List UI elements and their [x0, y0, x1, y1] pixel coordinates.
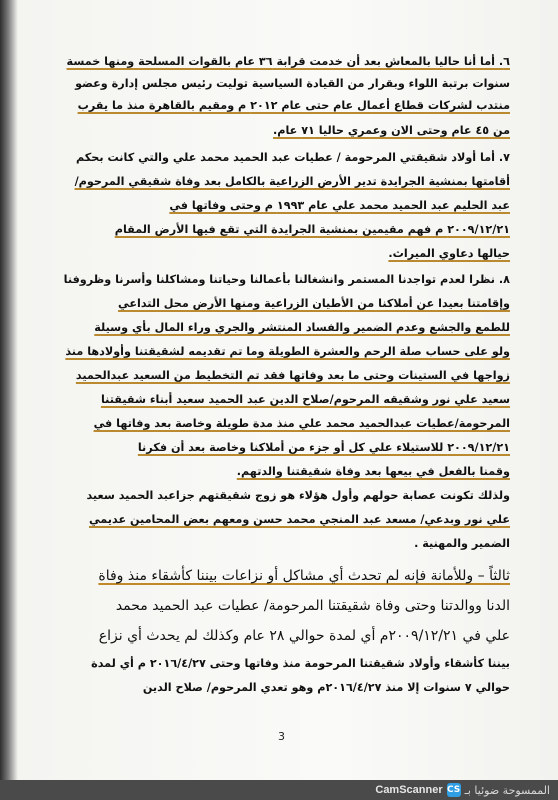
scanner-footer: [0, 780, 558, 800]
doc-line-11: وإقامتنا بعيدا عن أملاكنا من الأطيان الزراعية ومنها الأرض محل التداعي: [118, 297, 510, 310]
doc-line-18: وقمنا بالفعل في بيعها بعد وفاة شقيقتنا والدتهم.: [236, 465, 510, 478]
camscanner-stamp: [375, 782, 550, 798]
doc-line-16: المرحومة/عطيات عبدالحميد محمد علي منذ مدة طويلة وخاصة بعد وفاتها في: [93, 417, 510, 430]
doc-line-26: حوالي ٧ سنوات إلا منذ ٢٠١٦/٤/٢٧م وهو تعدي المرحوم/ صلاح الدين: [142, 681, 510, 694]
doc-line-21: الضمير والمهنية .: [414, 537, 510, 550]
doc-line-9: حيالها دعاوي الميراث.: [388, 247, 510, 260]
doc-line-20: علي نور وبدعي/ مسعد عبد المنجي محمد حسن ومعهم بعض المحامين عديمي: [88, 513, 510, 526]
doc-line-14: زواجها في الستينات وحتى ما بعد وفاتها فقد تم التخطيط من السعيد عبدالحميد: [75, 369, 510, 382]
doc-line-10: ٨. نظرا لعدم تواجدنا المستمر وانشغالنا بأعمالنا وحياتنا ومشاكلنا وأسرنا وظروفنا: [63, 273, 510, 286]
doc-line-13: ولو على حساب صلة الرحم والعشرة الطويلة وما تم تقديمه لشقيقتنا وأولادها منذ: [65, 345, 510, 358]
doc-line-23: الدنا ووالدتنا وحتى وفاة شقيقتنا المرحومة/ عطيات عبد الحميد محمد: [115, 598, 510, 614]
camscanner-app-name: CamScanner: [375, 784, 443, 796]
doc-line-22: ثالثاً – وللأمانة فإنه لم تحدث أي مشاكل أو نزاعات بيننا كأشقاء منذ وفاة: [98, 568, 510, 584]
doc-line-2: سنوات برتبة اللواء وبقرار من القيادة السياسية توليت رئيس مجلس إدارة وعضو: [75, 77, 510, 90]
page-number: 3: [278, 730, 285, 743]
doc-line-6: أقامتها بمنشية الجرايدة تدير الأرض الزراعية بالكامل بعد وفاة شقيقي المرحوم/: [74, 175, 510, 188]
doc-line-1: ٦. أما أنا حاليا بالمعاش بعد أن خدمت قرابة ٣٦ عام بالقوات المسلحة ومنها خمسة: [66, 55, 510, 68]
camscanner-logo-icon: CS: [447, 785, 461, 795]
doc-line-17: ٢٠٠٩/١٢/٢١ للاستيلاء علي كل أو جزء من أملاكنا وخاصة بعد أن فكرنا: [137, 441, 510, 454]
doc-line-7: عبد الحليم عبد الحميد محمد علي عام ١٩٩٣ م وحتى وفاتها في: [169, 199, 510, 212]
doc-line-25: بيننا كأشقاء وأولاد شقيقتنا المرحومة منذ وفاتها وحتى ٢٠١٦/٤/٢٧ م أي لمدة: [91, 657, 510, 670]
doc-line-19: ولذلك تكونت عصابة حولهم وأول هؤلاء هو زوج شقيقتهم جزاعبد الحميد سعيد: [86, 489, 510, 502]
doc-line-5: ٧. أما أولاد شقيقتي المرحومة / عطيات عبد الحميد محمد علي والتي كانت بحكم: [76, 151, 510, 164]
doc-line-4: من ٤٥ عام وحتى الان وعمري حاليا ٧١ عام.: [273, 124, 510, 137]
document-page: [48, 44, 510, 744]
doc-line-8: ٢٠٠٩/١٢/٢١ م فهم مقيمين بمنشية الجرايدة التي تقع فيها الأرض المقام: [114, 223, 510, 236]
doc-line-24: علي في ٢٠٠٩/١٢/٢١م أي لمدة حوالي ٢٨ عام وكذلك لم يحدث أي نزاع: [98, 628, 510, 644]
doc-line-3: منتدب لشركات قطاع أعمال عام حتى عام ٢٠١٢ م ومقيم بالقاهرة منذ ما يقرب: [77, 99, 510, 112]
doc-line-15: سعيد علي نور وشقيقه المرحوم/صلاح الدين عبد الحميد سعيد أبناء شقيقتنا: [100, 393, 510, 406]
scanner-caption: الممسوحة ضوئيا بـ: [464, 783, 550, 797]
doc-line-12: للطمع والجشع وعدم الضمير والفساد المنتشر والجري وراء المال بأي وسيلة: [94, 321, 510, 334]
